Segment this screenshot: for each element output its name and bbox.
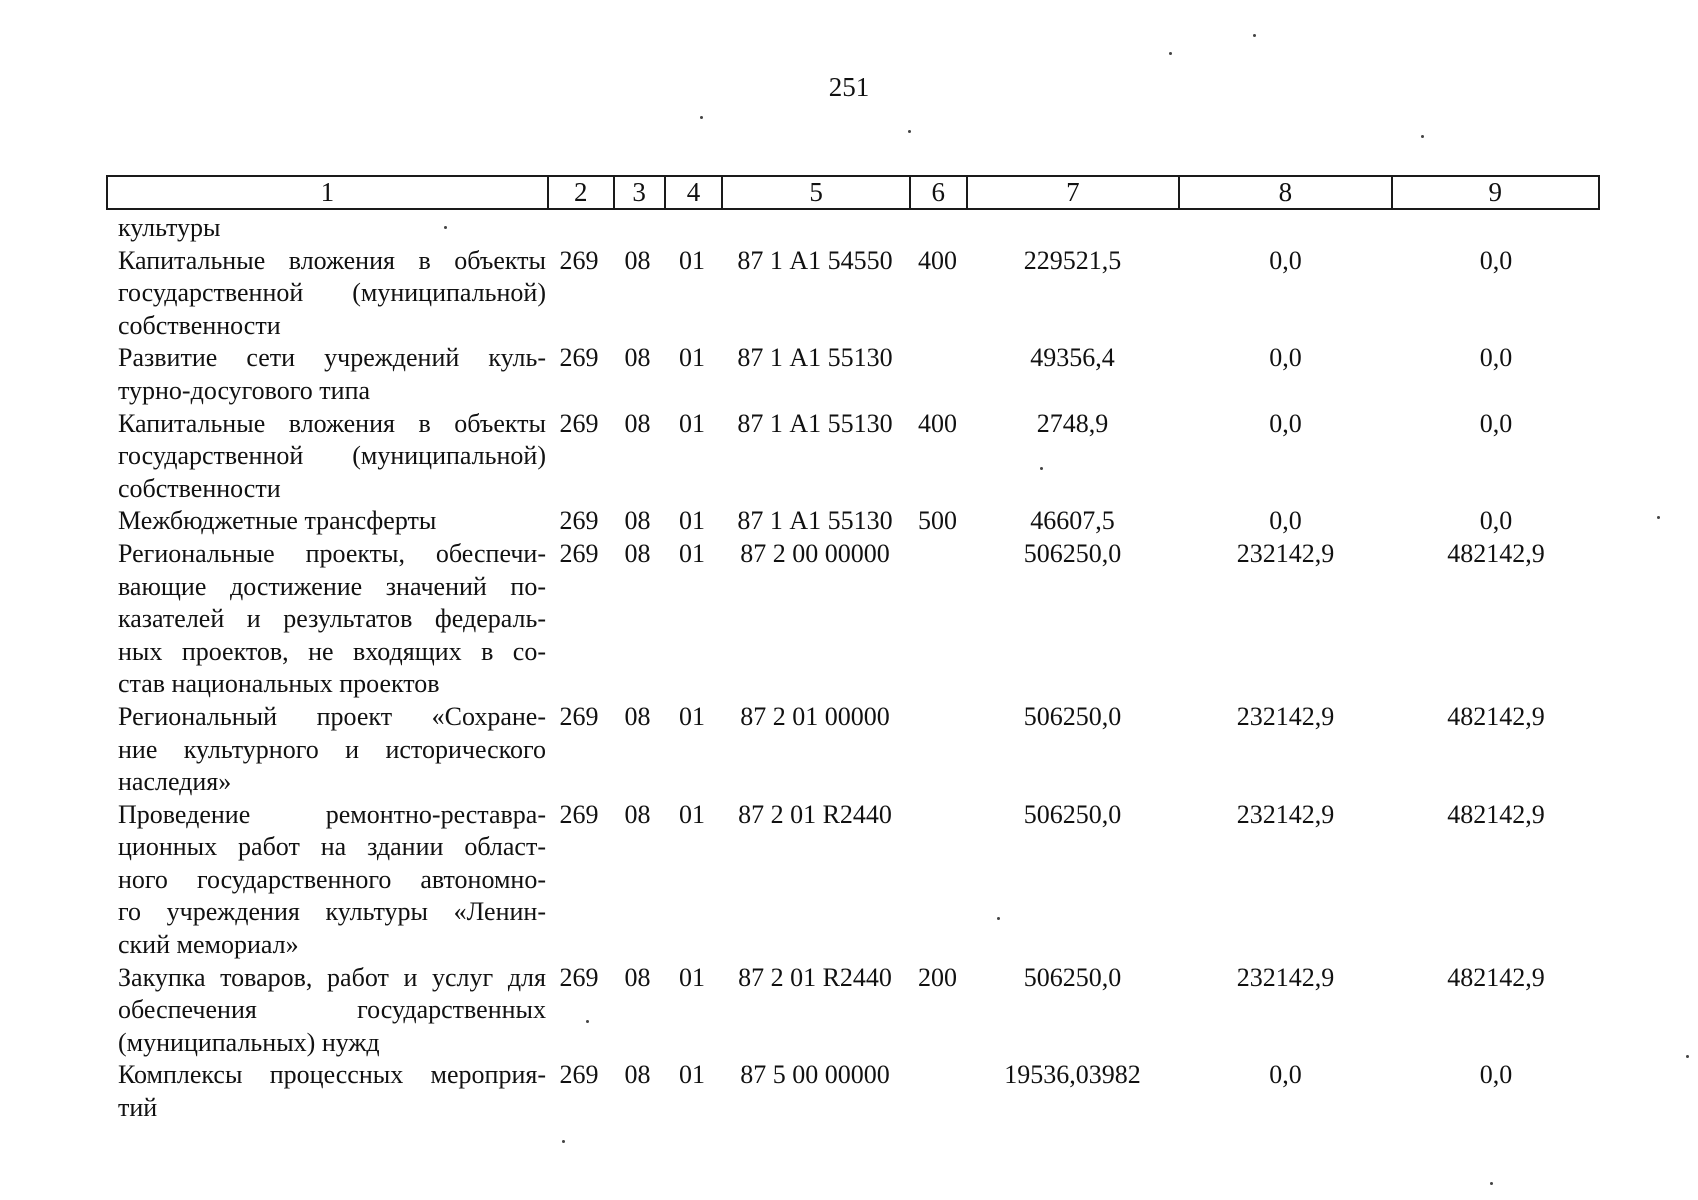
table-row	[106, 701, 1600, 799]
cell-col-7: 506250,0	[1023, 799, 1122, 829]
scan-speck	[1421, 135, 1424, 138]
table-body	[106, 212, 1600, 1125]
row-name-line: обеспечения государственных	[118, 995, 546, 1025]
table-row	[106, 505, 1600, 538]
scan-speck	[586, 1020, 589, 1023]
cell-col-8: 0,0	[1269, 1060, 1302, 1090]
row-name-cell	[106, 505, 546, 538]
cell-col-3: 08	[624, 408, 651, 438]
row-name-line: ский мемориал»	[118, 930, 299, 960]
cell-col-3: 08	[624, 962, 651, 992]
scan-speck	[997, 917, 1000, 920]
header-col-5: 5	[721, 177, 909, 208]
cell-col-3: 08	[624, 1060, 651, 1090]
table-header	[106, 175, 1600, 210]
scan-speck	[444, 226, 447, 229]
row-name-line: ционных работ на здании област-	[118, 832, 546, 862]
header-col-4: 4	[664, 177, 722, 208]
cell-col-4: 01	[679, 538, 705, 568]
scan-speck	[1169, 52, 1172, 55]
row-name-cell	[106, 212, 546, 245]
cell-col-4: 01	[679, 962, 705, 992]
header-col-7: 7	[966, 177, 1178, 208]
row-name-line: Проведение ремонтно-реставра-	[118, 799, 546, 829]
cell-col-4	[663, 212, 721, 245]
header-col-2: 2	[547, 177, 613, 208]
header-col-9: 9	[1391, 177, 1598, 208]
table-row	[106, 538, 1600, 701]
cell-col-3: 08	[624, 245, 651, 275]
scan-speck	[1686, 1055, 1689, 1058]
cell-col-6	[909, 799, 966, 962]
cell-col-8: 0,0	[1269, 408, 1302, 438]
cell-col-7: 506250,0	[1023, 701, 1122, 731]
scan-speck	[700, 116, 703, 119]
table-row	[106, 1059, 1600, 1124]
cell-col-9: 482142,9	[1447, 962, 1545, 992]
row-name-line: ных проектов, не входящих в со-	[118, 636, 546, 666]
cell-col-9: 0,0	[1479, 1060, 1513, 1090]
cell-col-5: 87 1 А1 54550	[737, 245, 893, 275]
cell-col-6: 400	[918, 408, 957, 438]
cell-col-7: 506250,0	[1023, 538, 1122, 568]
cell-col-4: 01	[679, 506, 705, 536]
cell-col-5: 87 2 01 00000	[740, 701, 890, 731]
cell-col-7	[966, 212, 1179, 245]
cell-col-5	[721, 212, 909, 245]
table-row	[106, 408, 1600, 506]
row-name-line: Капитальные вложения в объекты	[118, 245, 546, 275]
cell-col-3: 08	[624, 799, 651, 829]
cell-col-5: 87 1 А1 55130	[737, 506, 893, 536]
row-name-line: го учреждения культуры «Ленин-	[118, 897, 546, 927]
cell-col-3	[612, 212, 663, 245]
header-col-1: 1	[320, 177, 335, 207]
cell-col-8: 232142,9	[1236, 538, 1335, 568]
row-name-line: казателей и результатов федераль-	[118, 604, 546, 634]
cell-col-8	[1179, 212, 1392, 245]
cell-col-4: 01	[679, 799, 705, 829]
cell-col-3: 08	[624, 701, 651, 731]
cell-col-3: 08	[624, 506, 651, 536]
cell-col-7: 2748,9	[1036, 408, 1109, 438]
row-name-line: став национальных проектов	[118, 669, 440, 699]
cell-col-8: 232142,9	[1236, 701, 1335, 731]
cell-col-6	[909, 1059, 966, 1124]
row-name-line: культуры	[118, 213, 221, 242]
row-name-cell	[106, 701, 546, 799]
cell-col-2: 269	[559, 1060, 599, 1090]
cell-col-5: 87 2 00 00000	[740, 538, 890, 568]
cell-col-2: 269	[559, 408, 599, 438]
cell-col-8: 232142,9	[1236, 962, 1335, 992]
row-name-line: турно-досугового типа	[118, 375, 371, 405]
row-name-line: государственной (муниципальной)	[118, 278, 546, 308]
cell-col-2: 269	[559, 343, 599, 373]
cell-col-8: 0,0	[1269, 506, 1302, 536]
row-name-line: ного государственного автономно-	[118, 864, 546, 894]
scan-speck	[1253, 34, 1256, 37]
row-name-line: тий	[118, 1093, 158, 1123]
table-row	[106, 342, 1600, 407]
cell-col-5: 87 2 01 R2440	[738, 962, 892, 992]
cell-col-8: 0,0	[1269, 343, 1302, 373]
cell-col-2: 269	[559, 538, 599, 568]
cell-col-2: 269	[559, 701, 599, 731]
cell-col-9	[1392, 212, 1600, 245]
cell-col-7: 506250,0	[1023, 962, 1122, 992]
row-name-line: собственности	[118, 473, 281, 503]
row-name-cell	[106, 342, 546, 407]
scan-speck	[1040, 467, 1043, 470]
cell-col-4: 01	[679, 245, 705, 275]
table-row	[106, 799, 1600, 962]
cell-col-6	[909, 212, 966, 245]
scan-speck	[562, 1140, 565, 1143]
row-name-line: наследия»	[118, 767, 232, 797]
cell-col-8: 232142,9	[1236, 799, 1335, 829]
header-col-3: 3	[613, 177, 664, 208]
cell-col-6	[909, 342, 966, 407]
row-name-line: Капитальные вложения в объекты	[118, 408, 546, 438]
cell-col-9: 0,0	[1479, 408, 1513, 438]
cell-col-6	[909, 701, 966, 799]
row-name-cell	[106, 799, 546, 962]
row-name-line: собственности	[118, 310, 281, 340]
cell-col-2: 269	[559, 962, 599, 992]
row-name-cell	[106, 538, 546, 701]
cell-col-2: 269	[559, 506, 599, 536]
cell-col-3: 08	[624, 538, 651, 568]
header-col-8: 8	[1178, 177, 1390, 208]
table-row	[106, 245, 1600, 343]
row-name-line: вающие достижение значений по-	[118, 571, 546, 601]
cell-col-7: 46607,5	[1030, 506, 1115, 536]
cell-col-7: 49356,4	[1030, 343, 1115, 373]
cell-col-9: 482142,9	[1447, 538, 1545, 568]
cell-col-5: 87 1 А1 55130	[737, 343, 893, 373]
row-name-cell	[106, 962, 546, 1060]
scan-speck	[1490, 1182, 1493, 1185]
row-name-line: Региональные проекты, обеспечи-	[118, 538, 546, 568]
row-name-cell	[106, 245, 546, 343]
row-name-line: ние культурного и исторического	[118, 734, 546, 764]
cell-col-6: 400	[918, 245, 957, 275]
scan-speck	[908, 130, 911, 133]
scan-speck	[1657, 516, 1660, 519]
cell-col-4: 01	[679, 1060, 705, 1090]
cell-col-8: 0,0	[1269, 245, 1302, 275]
cell-col-9: 482142,9	[1447, 701, 1545, 731]
cell-col-9: 0,0	[1479, 506, 1513, 536]
row-name-line: государственной (муниципальной)	[118, 441, 546, 471]
table-row	[106, 212, 1600, 245]
cell-col-7: 19536,03982	[1004, 1060, 1141, 1090]
row-name-line: Межбюджетные трансферты	[118, 506, 437, 536]
row-name-line: Закупка товаров, работ и услуг для	[118, 962, 546, 992]
cell-col-6: 500	[918, 506, 957, 536]
cell-col-5: 87 2 01 R2440	[738, 799, 892, 829]
row-name-line: Комплексы процессных мероприя-	[118, 1060, 546, 1090]
row-name-cell	[106, 408, 546, 506]
cell-col-3: 08	[624, 343, 651, 373]
cell-col-4: 01	[679, 701, 705, 731]
cell-col-7: 229521,5	[1023, 245, 1122, 275]
cell-col-5: 87 5 00 00000	[740, 1060, 890, 1090]
cell-col-2	[546, 212, 612, 245]
cell-col-9: 0,0	[1479, 245, 1513, 275]
table-row	[106, 962, 1600, 1060]
row-name-cell	[106, 1059, 546, 1124]
cell-col-5: 87 1 А1 55130	[737, 408, 893, 438]
cell-col-6: 200	[918, 962, 957, 992]
cell-col-9: 482142,9	[1447, 799, 1545, 829]
cell-col-6	[909, 538, 966, 701]
cell-col-4: 01	[679, 408, 705, 438]
cell-col-4: 01	[679, 343, 705, 373]
page-number: 251	[828, 72, 870, 102]
header-col-6: 6	[909, 177, 966, 208]
row-name-line: Развитие сети учреждений куль-	[118, 343, 546, 373]
row-name-line: (муниципальных) нужд	[118, 1027, 380, 1057]
cell-col-2: 269	[559, 799, 599, 829]
cell-col-2: 269	[559, 245, 599, 275]
cell-col-9: 0,0	[1479, 343, 1513, 373]
row-name-line: Региональный проект «Сохране-	[118, 701, 546, 731]
